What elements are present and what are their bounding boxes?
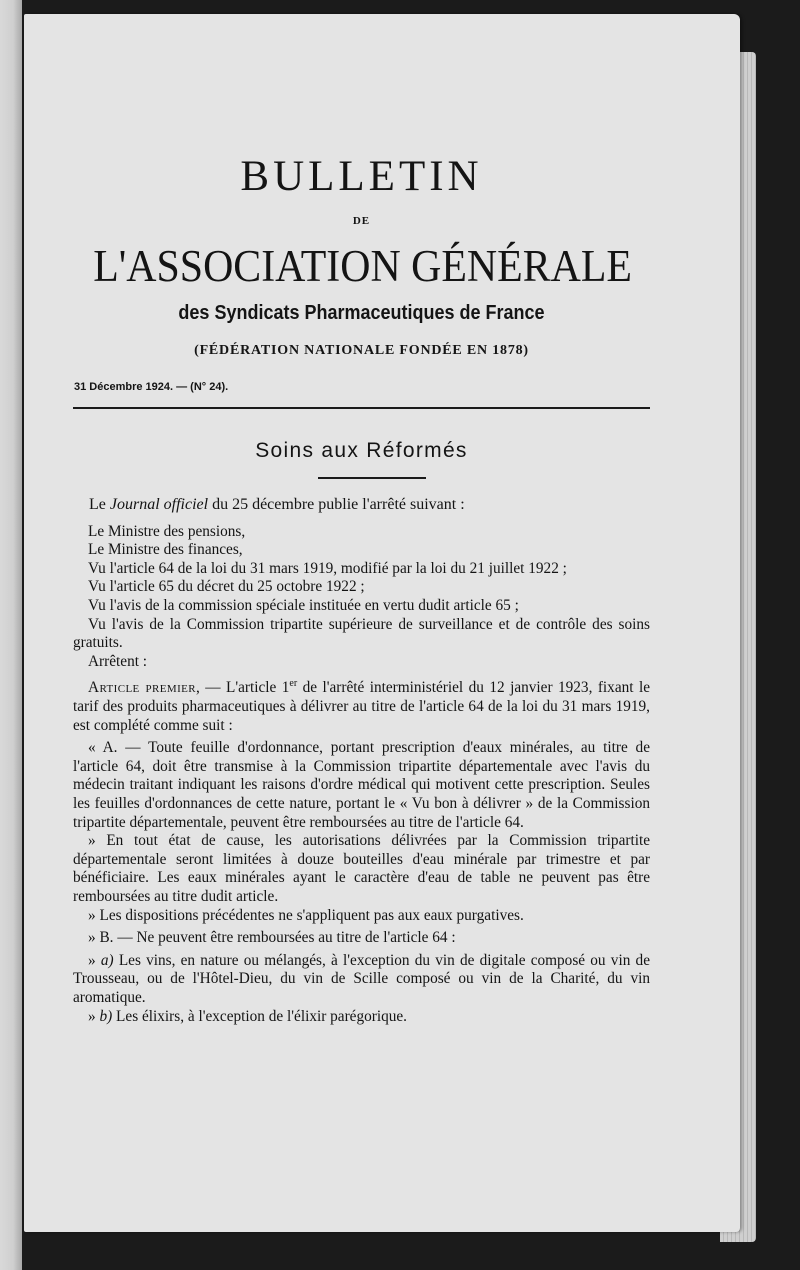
item-a-prefix: » xyxy=(88,951,101,969)
paragraph-autorisations: » En tout état de cause, les autorisations délivrées par la Commission tripartite départementale seront limitées à douze bouteilles d'eau minérale par trimestre et par bénéficiaire. Les eaux minérales ayant le caractère d'eau de table ne peuvent pas être remboursées au titre dudit article. xyxy=(73,832,650,905)
intro-paragraph xyxy=(73,496,650,515)
left-page-edge xyxy=(0,0,22,1270)
item-b-prefix: » xyxy=(88,1007,100,1025)
journal-name: Journal officiel xyxy=(109,496,209,513)
association-title: L'ASSOCIATION GÉNÉRALE xyxy=(93,241,632,291)
considerant-line: Vu l'avis de la Commission tripartite supérieure de surveillance et de contrôle des soins gratuits. xyxy=(73,615,650,652)
intro-text-start: Le xyxy=(89,496,110,513)
subtitle-federation: (FÉDÉRATION NATIONALE FONDÉE EN 1878) xyxy=(194,343,529,358)
paragraph-purgatives: » Les dispositions précédentes ne s'appliquent pas aux eaux purgatives. xyxy=(88,906,524,924)
intro-text-end: du 25 décembre publie l'arrêté suivant : xyxy=(208,496,465,513)
issue-date: 31 Décembre 1924. — (N° 24). xyxy=(74,381,229,393)
considerant-line: Vu l'avis de la commission spéciale instituée en vertu dudit article 65 ; xyxy=(88,596,519,614)
item-a-text: Les vins, en nature ou mélangés, à l'exception du vin de digitale composé ou vin de Trousseau, ou de l'Hôtel-Dieu, du vin de Scille composé ou vin de la Charité, du vin aromatique. xyxy=(73,951,650,1006)
subtitle-syndicats: des Syndicats Pharmaceutiques de France xyxy=(178,302,545,324)
document-page xyxy=(24,14,740,1232)
item-b-letter: b) xyxy=(99,1007,113,1025)
item-b xyxy=(73,1008,650,1027)
section-title: Soins aux Réformés xyxy=(255,439,468,462)
bulletin-title: BULLETIN xyxy=(240,153,483,200)
title-connector: DE xyxy=(352,215,371,227)
item-a xyxy=(73,952,650,1008)
article-ordinal: er xyxy=(289,678,298,690)
considerant-line: Vu l'article 65 du décret du 25 octobre 1922 ; xyxy=(88,578,365,596)
item-a-letter: a) xyxy=(100,951,114,969)
considerant-line: Vu l'article 64 de la loi du 31 mars 1919, modifié par la loi du 21 juillet 1922 ; xyxy=(88,559,567,577)
article-body xyxy=(73,496,650,1026)
header-divider xyxy=(73,407,650,409)
paragraph-a: « A. — Toute feuille d'ordonnance, portant prescription d'eaux minérales, au titre de l'article 64, doit être transmise à la Commission tripartite départementale avec l'avis du médecin traitant indiquant les raisons d'ordre médical qui motivent cette prescription. Seules les feuilles d'ordonnances de cette nature, portant le « Vu bon à délivrer » de la Commission tripartite départementale, peuvent être remboursées au titre de l'article 64. xyxy=(73,739,650,831)
article-text-start: , — L'article 1 xyxy=(196,679,290,697)
article-label: Article premier xyxy=(88,679,196,697)
considerant-line: Le Ministre des finances, xyxy=(88,541,243,559)
considerant-line: Arrêtent : xyxy=(88,652,148,670)
article-text-end: de l'arrêté interministériel du 12 janvier 1923, fixant le tarif des produits pharmaceutiques à délivrer au titre de l'article 64 de la loi du 31 mars 1919, est complété comme suit : xyxy=(73,679,650,734)
item-b-text: Les élixirs, à l'exception de l'élixir parégorique. xyxy=(112,1007,408,1025)
section-b: » B. — Ne peuvent être remboursées au titre de l'article 64 : xyxy=(88,929,456,947)
section-divider xyxy=(318,477,426,479)
article-premier xyxy=(73,675,650,735)
considerant-line: Le Ministre des pensions, xyxy=(88,522,246,540)
